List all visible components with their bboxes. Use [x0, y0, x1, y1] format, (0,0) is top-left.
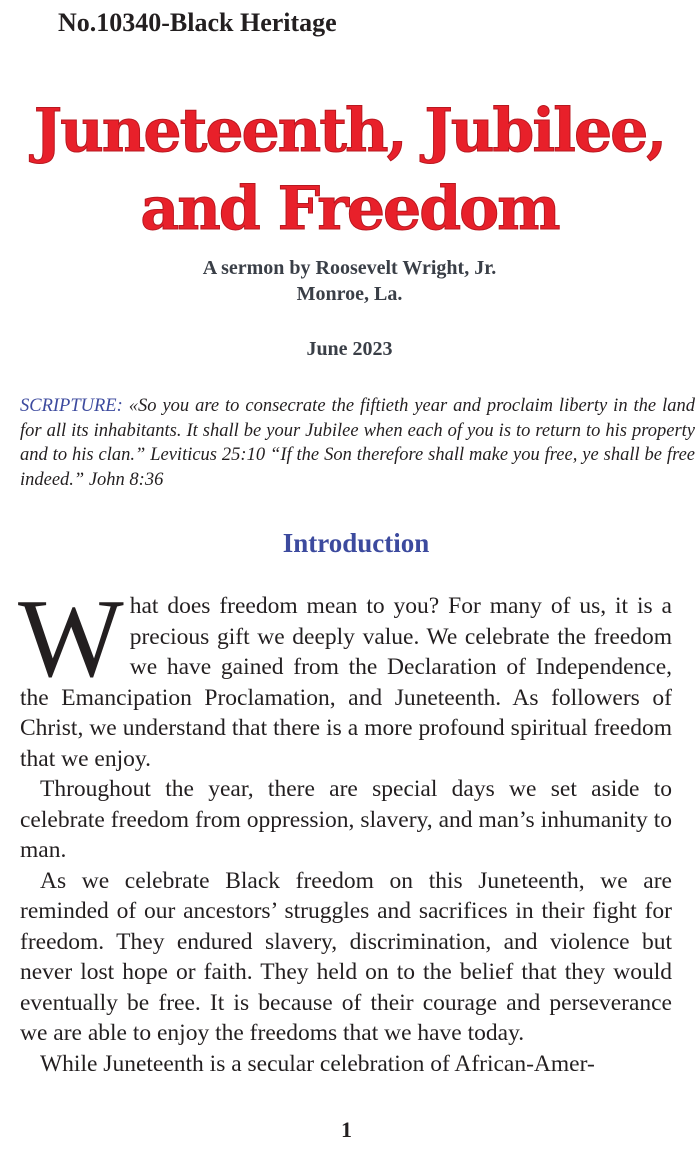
drop-cap: W	[18, 577, 124, 701]
section-heading: Introduction	[282, 528, 430, 558]
author-byline: A sermon by Roosevelt Wright, Jr.	[202, 257, 497, 279]
scripture-passage	[20, 394, 695, 492]
sermon-body	[18, 577, 672, 1079]
paragraph-3: As we celebrate Black freedom on this Juneteenth, we are reminded of our ancestors’ struggles and sacrifices in their fight for freedom. They endured slavery, discrimination, and violence but never lost hope or faith. They held on to the belief that they would eventually be free. It is because of their courage and perseverance we are able to enjoy the freedoms that we have today.	[20, 867, 672, 1046]
scripture-text: «So you are to consecrate the fiftieth year and proclaim liberty in the land for all its inhabitants. It shall be your Jubilee when each of you is to return to his property and to his clan.” Leviticus 25:10 “If the Son therefore shall make you free, ye shall be free indeed.” John 8:36	[20, 396, 695, 490]
paragraph-1-text: hat does freedom mean to you? For many of us, it is a precious gift we deeply value. We celebrate the freedom we have gained from the Declaration of Independence, the Emancipation Proclamation, and Juneteenth. As followers of Christ, we understand that there is a more profound spiritual freedom that we enjoy.	[20, 593, 672, 772]
series-label: No.10340-Black Heritage	[58, 8, 337, 37]
paragraph-2: Throughout the year, there are special days we set aside to celebrate freedom from oppression, slavery, and man’s inhumanity to man.	[20, 776, 672, 863]
scripture-label: SCRIPTURE:	[20, 396, 123, 416]
sermon-title	[0, 92, 699, 248]
page-number: 1	[341, 1117, 352, 1142]
author-location: Monroe, La.	[296, 283, 403, 305]
title-line-1: Juneteenth, Jubilee,	[33, 96, 666, 166]
paragraph-4: While Juneteenth is a secular celebration of African-Amer-	[40, 1050, 595, 1077]
sermon-date: June 2023	[306, 338, 393, 360]
title-line-2: and Freedom	[140, 174, 559, 244]
paragraph-1	[18, 577, 672, 774]
